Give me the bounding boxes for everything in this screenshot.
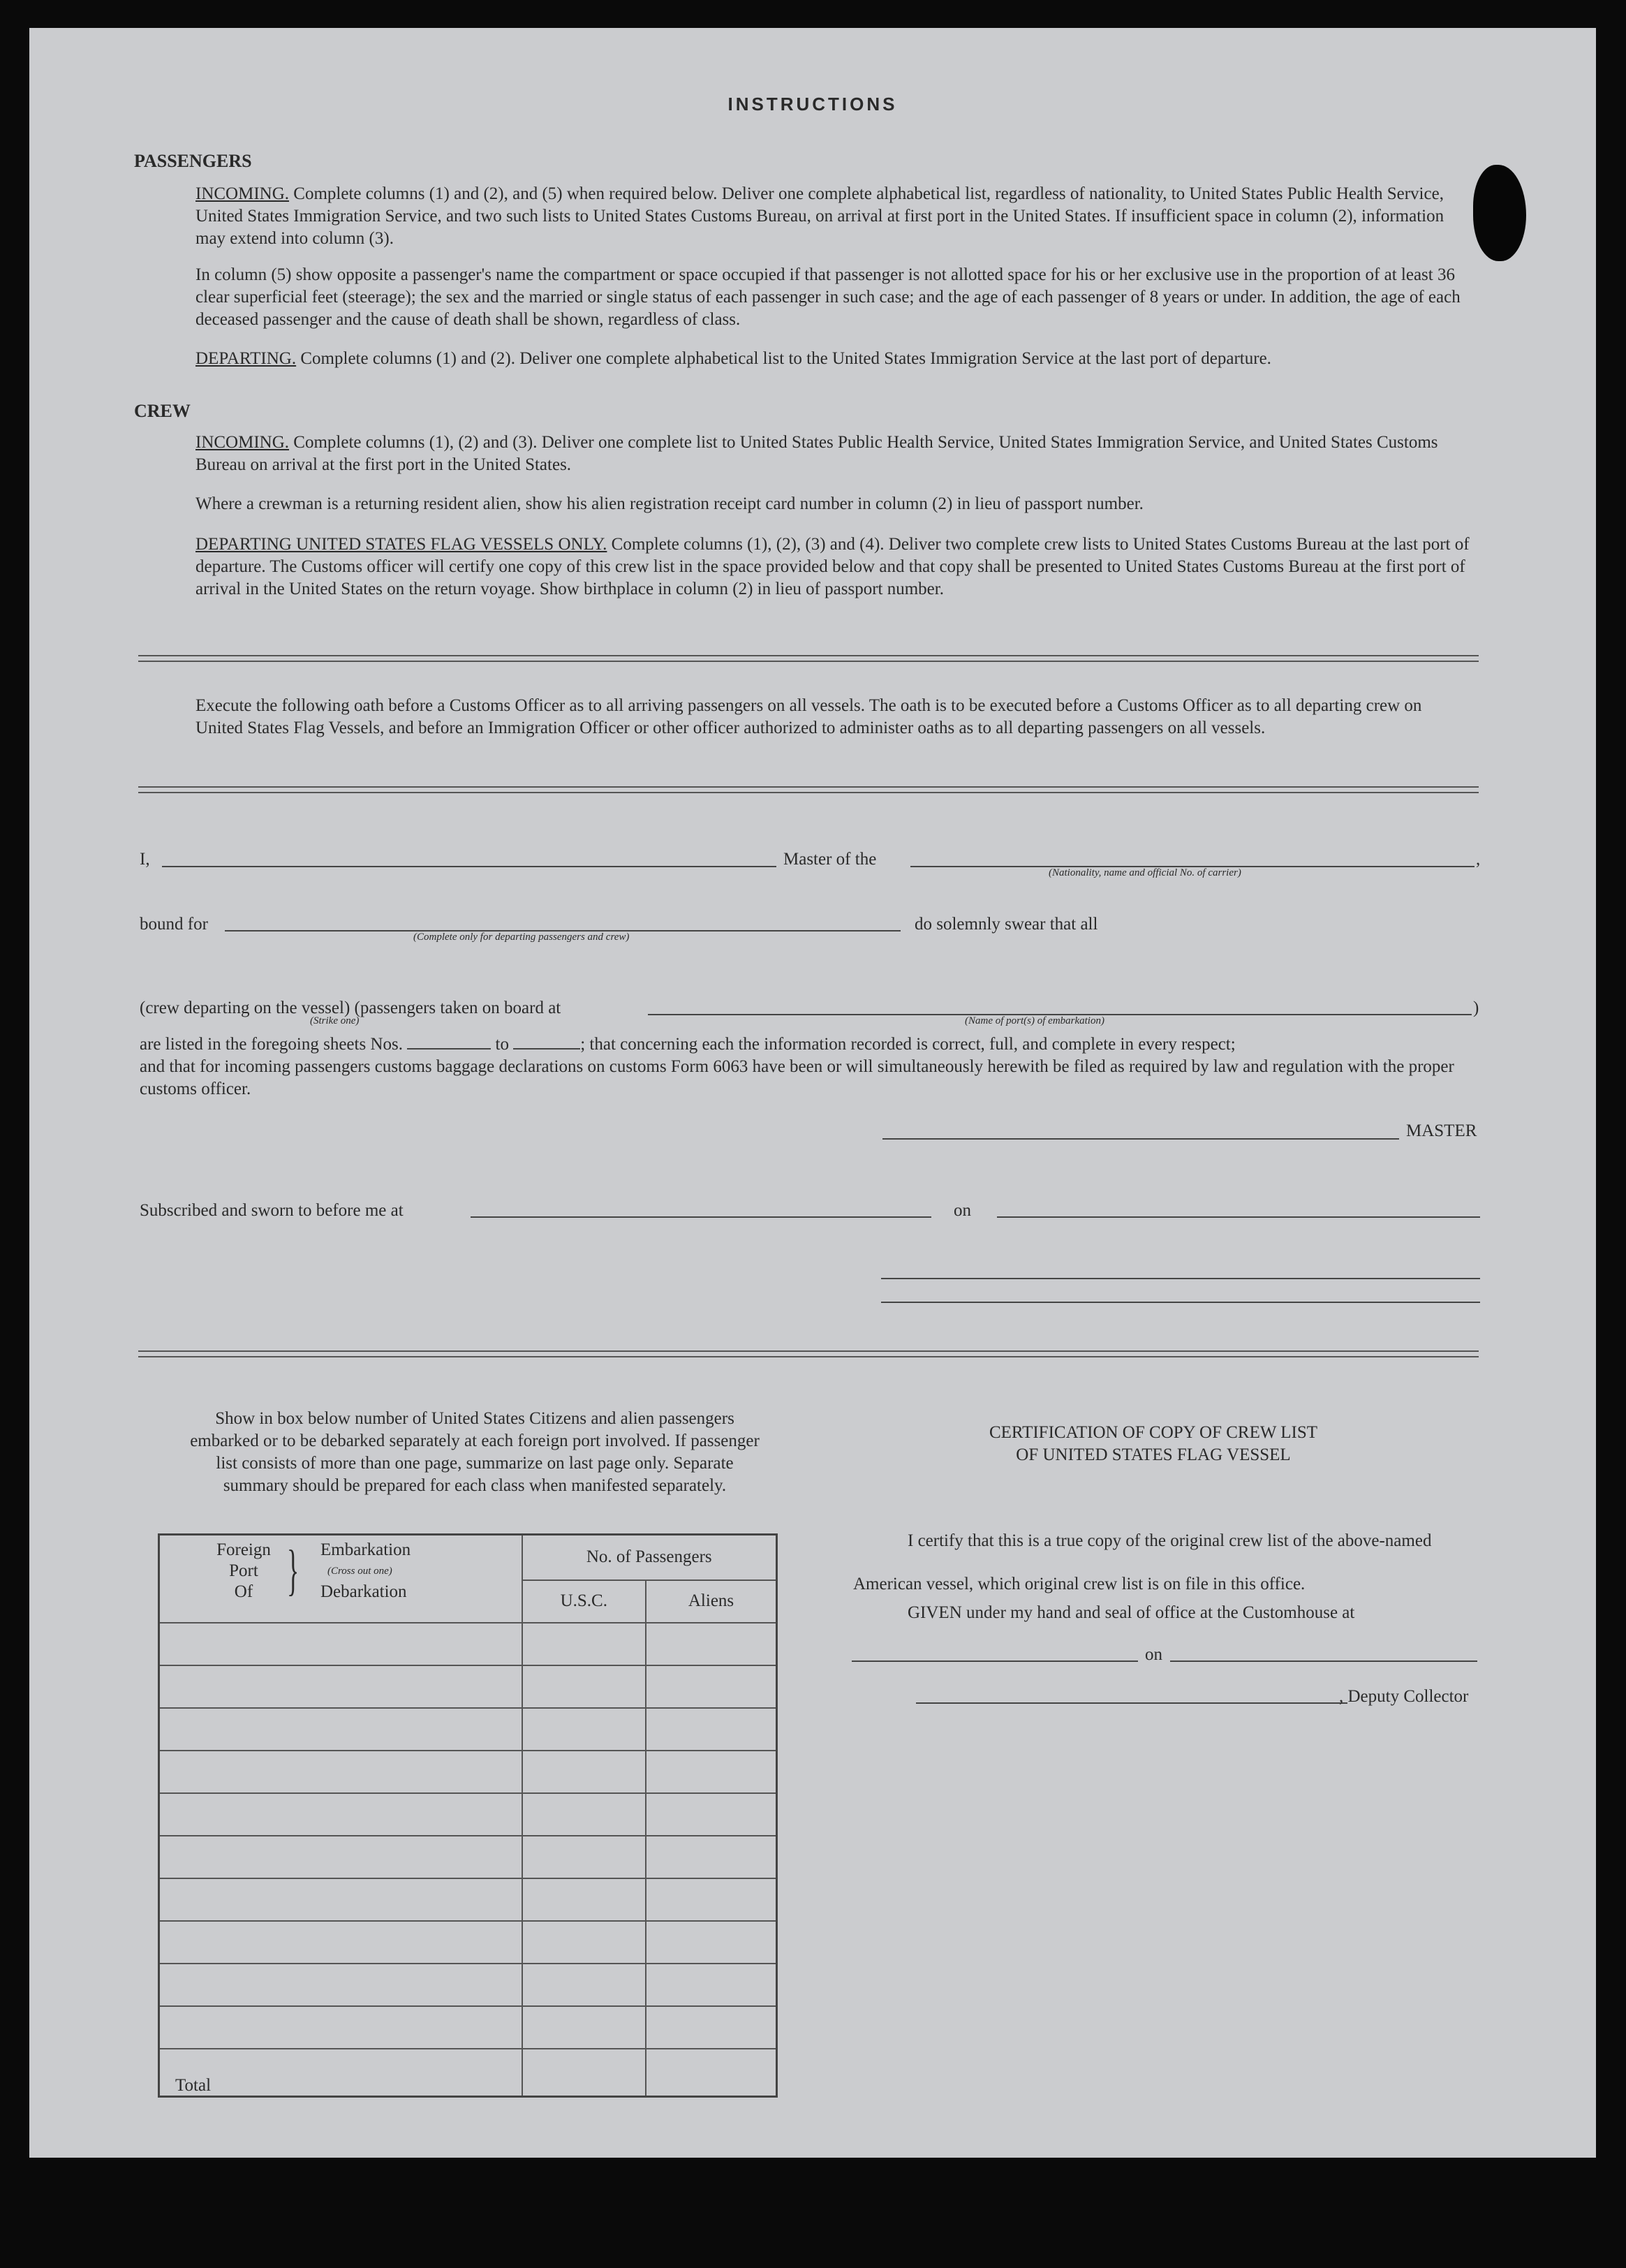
usc-cell[interactable]: [522, 1751, 646, 1793]
document-page: [29, 28, 1596, 2158]
section-divider: [138, 655, 1479, 662]
debarkation-label: Debarkation: [320, 1582, 407, 1601]
subscribed-on-label: on: [954, 1201, 971, 1220]
crew-passengers-text: (crew departing on the vessel) (passengers taken on board at: [140, 999, 561, 1017]
table-row: [159, 1921, 777, 1964]
crew-incoming-paragraph: [195, 432, 1473, 476]
aliens-cell[interactable]: [646, 1665, 776, 1708]
close-paren: ): [1473, 999, 1479, 1017]
table-row: [159, 1665, 777, 1708]
strike-one-caption: (Strike one): [310, 1015, 360, 1026]
usc-cell[interactable]: [522, 1836, 646, 1878]
table-row: [159, 1878, 777, 1921]
passengers-departing-paragraph: [195, 348, 1473, 370]
crew-departing-label: DEPARTING UNITED STATES FLAG VESSELS ONLY.: [195, 535, 607, 554]
aliens-cell[interactable]: [646, 1921, 776, 1964]
aliens-cell[interactable]: [646, 1751, 776, 1793]
oath-instruction: Execute the following oath before a Customs Officer as to all arriving passengers on all vessels. The oath is to be executed before a Customs Officer as to all departing crew on United States Flag Vessels, and before an Immigration Officer or other officer authorized to administer oaths as to all departing passengers on all vessels.: [195, 696, 1422, 737]
aliens-header: Aliens: [646, 1580, 776, 1623]
master-name-field[interactable]: [162, 866, 776, 867]
passengers-heading: PASSENGERS: [134, 151, 252, 171]
certification-title-line1: CERTIFICATION OF COPY OF CREW LIST: [989, 1423, 1318, 1442]
crew-departing-paragraph: [195, 533, 1473, 601]
port-cell[interactable]: [159, 1793, 522, 1836]
aliens-cell[interactable]: [646, 1793, 776, 1836]
subscribed-label: Subscribed and sworn to before me at: [140, 1201, 404, 1220]
column5-paragraph: In column (5) show opposite a passenger's name the compartment or space occupied if that passenger is not allotted space for his or her exclusive use in the proportion of at least 36 clear superficial feet (steerage); the sex and the married or single status of each passenger in such case; and the age of each passenger of 8 years or under. In addition, the age of each deceased passenger and the cause of death shall be shown, regardless of class.: [195, 265, 1461, 329]
master-label: MASTER: [1406, 1121, 1477, 1140]
crew-heading: CREW: [134, 401, 191, 421]
usc-cell[interactable]: [522, 1964, 646, 2006]
officer-title-field[interactable]: [881, 1302, 1480, 1303]
certify-text: I certify that this is a true copy of the original crew list of the above-named American vessel, which original crew list is on file in this office.: [853, 1531, 1432, 1593]
deputy-collector-label: , Deputy Collector: [1339, 1687, 1469, 1706]
usc-cell[interactable]: [522, 1793, 646, 1836]
passenger-summary-table: [158, 1533, 778, 2098]
incoming-text: Complete columns (1) and (2), and (5) when required below. Deliver one complete alphabetical list, regardless of nationality, to United States Public Health Service, United States Immigration Service, and two such lists to United States Customs Bureau, on arrival at first port in the United States. If insufficient space in column (2), information may extend into column (3).: [195, 184, 1444, 248]
incoming-label: INCOMING.: [195, 184, 290, 203]
usc-cell[interactable]: [522, 1623, 646, 1665]
crew-incoming-label: INCOMING.: [195, 433, 290, 452]
table-row: [159, 1708, 777, 1751]
brace-icon: }: [287, 1540, 300, 1601]
sheet-to-field[interactable]: [513, 1034, 580, 1050]
subscribed-place-field[interactable]: [471, 1216, 931, 1218]
port-cell[interactable]: [159, 1964, 522, 2006]
aliens-cell[interactable]: [646, 1836, 776, 1878]
master-signature-field[interactable]: [882, 1138, 1399, 1140]
port-cell[interactable]: [159, 2006, 522, 2049]
departing-label: DEPARTING.: [195, 349, 297, 368]
table-row: [159, 1623, 777, 1665]
table-row: [159, 1836, 777, 1878]
aliens-cell[interactable]: [646, 1708, 776, 1751]
master-of-the-label: Master of the: [783, 850, 877, 869]
sheets-to: to: [495, 1035, 509, 1054]
sheets-prefix: are listed in the foregoing sheets Nos.: [140, 1035, 403, 1054]
total-aliens-cell[interactable]: [646, 2049, 776, 2096]
section-divider: [138, 786, 1479, 793]
embarkation-label: Embarkation: [320, 1540, 411, 1559]
port-label: Port: [229, 1561, 258, 1580]
customhouse-place-field[interactable]: [852, 1660, 1138, 1662]
port-header-cell: [159, 1535, 522, 1623]
ports-caption: (Name of port(s) of embarkation): [965, 1015, 1104, 1026]
bound-for-label: bound for: [140, 915, 208, 934]
swear-text: do solemnly swear that all: [915, 915, 1098, 934]
aliens-cell[interactable]: [646, 1964, 776, 2006]
ink-smudge: [1473, 165, 1526, 261]
of-label: Of: [234, 1582, 253, 1601]
departing-text: Complete columns (1) and (2). Deliver one complete alphabetical list to the United States Immigration Service at the last port of departure.: [300, 349, 1271, 368]
given-text: GIVEN under my hand and seal of office at the Customhouse at: [908, 1603, 1355, 1622]
aliens-cell[interactable]: [646, 1878, 776, 1921]
oath-i-label: I,: [140, 850, 150, 869]
port-cell[interactable]: [159, 1878, 522, 1921]
table-row: [159, 1751, 777, 1793]
table-row: [159, 1793, 777, 1836]
table-row: [159, 2006, 777, 2049]
crew-incoming-text: Complete columns (1), (2) and (3). Deliver one complete list to United States Public Health Service, United States Immigration Service, and United States Customs Bureau on arrival at the first port in the United States.: [195, 433, 1438, 474]
foreign-port-of: [202, 1540, 286, 1603]
usc-cell[interactable]: [522, 1665, 646, 1708]
summary-note: Show in box below number of United States Citizens and alien passengers embarked or to be debarked separately at each foreign port involved. If passenger list consists of more than one page, summarize on last page only. Separate summary should be prepared for each class when manifested separately.: [190, 1409, 760, 1495]
crew-departing-text: Complete columns (1), (2), (3) and (4). Deliver two complete crew lists to United States Customs Bureau at the last port of departure. The Customs officer will certify one copy of this crew list in the space provided below and that copy shall be presented to United States Customs Bureau at the first port of arrival in the United States on the return voyage. Show birthplace in column (2) in lieu of passport number.: [195, 535, 1470, 598]
table-row: [159, 1964, 777, 2006]
deputy-signature-field[interactable]: [916, 1702, 1347, 1704]
usc-cell[interactable]: [522, 1708, 646, 1751]
cross-out-label: (Cross out one): [327, 1566, 392, 1577]
passengers-incoming-paragraph: [195, 183, 1473, 250]
usc-cell[interactable]: [522, 2006, 646, 2049]
foreign-label: Foreign: [216, 1540, 271, 1559]
sheet-from-field[interactable]: [407, 1034, 491, 1050]
usc-header: U.S.C.: [522, 1580, 646, 1623]
certification-on-label: on: [1145, 1645, 1162, 1664]
bound-for-caption: (Complete only for departing passengers and crew): [413, 932, 630, 943]
usc-cell[interactable]: [522, 1878, 646, 1921]
certification-title: [846, 1422, 1461, 1466]
certification-title-line2: OF UNITED STATES FLAG VESSEL: [1016, 1445, 1291, 1464]
instructions-title: INSTRUCTIONS: [727, 94, 898, 115]
subscribed-date-field[interactable]: [997, 1216, 1480, 1218]
section-divider: [138, 1350, 1479, 1357]
oath-continuation: and that for incoming passengers customs baggage declarations on customs Form 6063 have been or will simultaneously herewith be filed as required by law and regulation with the proper customs officer.: [140, 1057, 1454, 1098]
aliens-cell[interactable]: [646, 1623, 776, 1665]
aliens-cell[interactable]: [646, 2006, 776, 2049]
sheets-line: [140, 1033, 1487, 1056]
carrier-caption: (Nationality, name and official No. of carrier): [1049, 867, 1241, 878]
total-label: Total: [159, 2049, 522, 2096]
port-cell[interactable]: [159, 1623, 522, 1665]
comma: ,: [1476, 850, 1481, 869]
sheets-suffix: ; that concerning each the information recorded is correct, full, and complete in every respect;: [580, 1035, 1236, 1054]
port-cell[interactable]: [159, 1751, 522, 1793]
no-passengers-header: No. of Passengers: [522, 1535, 777, 1580]
total-usc-cell[interactable]: [522, 2049, 646, 2096]
embarkation-debarkation: [320, 1540, 411, 1603]
crew-resident-paragraph: Where a crewman is a returning resident alien, show his alien registration receipt card number in column (2) in lieu of passport number.: [195, 494, 1144, 513]
usc-cell[interactable]: [522, 1921, 646, 1964]
port-cell[interactable]: [159, 1836, 522, 1878]
port-cell[interactable]: [159, 1708, 522, 1751]
port-cell[interactable]: [159, 1665, 522, 1708]
certification-date-field[interactable]: [1170, 1660, 1477, 1662]
port-cell[interactable]: [159, 1921, 522, 1964]
officer-signature-field[interactable]: [881, 1278, 1480, 1279]
